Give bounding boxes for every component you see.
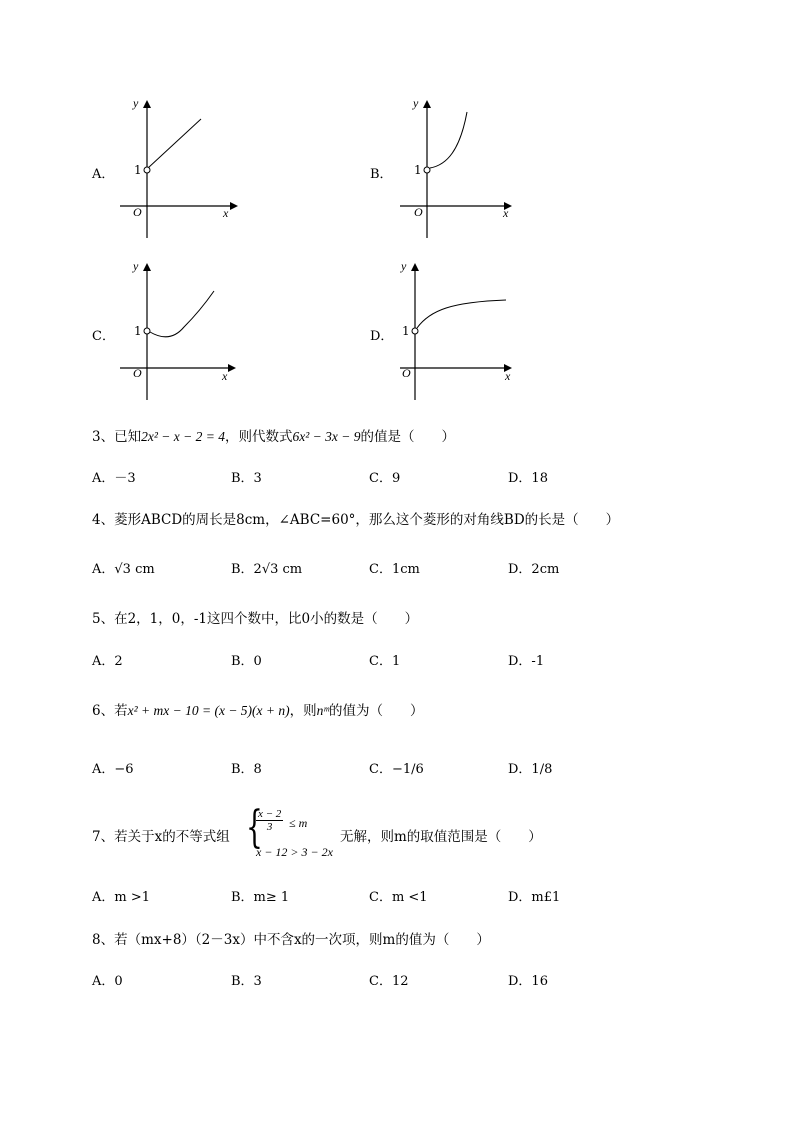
option-c[interactable]: C．m <1 bbox=[369, 890, 428, 905]
y-axis-label: y bbox=[133, 259, 139, 273]
x-axis-label: x bbox=[222, 369, 228, 383]
option-label-c: C． bbox=[92, 329, 115, 344]
tick-one-label: 1 bbox=[134, 324, 142, 338]
question-7-stem-suffix: 无解，则m的取值范围是（ ） bbox=[340, 829, 542, 845]
tick-one-label: 1 bbox=[134, 163, 142, 177]
origin-label: O bbox=[402, 366, 411, 380]
option-b[interactable]: B．8 bbox=[231, 762, 262, 777]
tick-one-label: 1 bbox=[414, 163, 422, 177]
option-d[interactable]: D．-1 bbox=[508, 654, 545, 669]
question-4-stem: 4、菱形ABCD的周长是8cm，∠ABC=60°，那么这个菱形的对角线BD的长是（ ） bbox=[92, 512, 620, 528]
option-d[interactable]: D．m£1 bbox=[508, 890, 561, 905]
option-d[interactable]: D．2cm bbox=[508, 562, 560, 577]
option-label-a: A． bbox=[92, 167, 115, 182]
x-axis-label: x bbox=[505, 369, 511, 383]
graph-b bbox=[392, 90, 522, 245]
option-d[interactable]: D．16 bbox=[508, 974, 548, 989]
tick-one-label: 1 bbox=[402, 324, 410, 338]
y-axis-label: y bbox=[133, 96, 139, 110]
system-relation-1: ≤ m bbox=[289, 816, 308, 830]
question-3-stem: 3、已知2x² − x − 2 = 4，则代数式6x² − 3x − 9的值是（ ） bbox=[92, 429, 455, 445]
expression: 6x² − 3x − 9 bbox=[292, 429, 361, 444]
option-a[interactable]: A．2 bbox=[92, 654, 123, 669]
system-brace: { bbox=[246, 802, 263, 853]
option-a[interactable]: A．m >1 bbox=[92, 890, 151, 905]
option-a[interactable]: A．−6 bbox=[92, 762, 134, 777]
option-b[interactable]: B．3 bbox=[231, 471, 262, 486]
y-axis-label: y bbox=[413, 96, 419, 110]
option-c[interactable]: C．−1/6 bbox=[369, 762, 424, 777]
question-5-stem: 5、在2，1，0，-1这四个数中，比0小的数是（ ） bbox=[92, 611, 419, 627]
option-c[interactable]: C．12 bbox=[369, 974, 409, 989]
expression: nᵐ bbox=[316, 703, 330, 718]
question-6-stem: 6、若x² + mx − 10 = (x − 5)(x + n)，则nᵐ的值为（ ） bbox=[92, 703, 424, 719]
option-d[interactable]: D．1/8 bbox=[508, 762, 553, 777]
option-b[interactable]: B．m≥ 1 bbox=[231, 890, 290, 905]
option-label-d: D． bbox=[370, 329, 394, 344]
option-a[interactable]: A．√3 cm bbox=[92, 562, 155, 577]
option-a[interactable]: A．－3 bbox=[92, 471, 136, 486]
system-fraction: $\frac{x - 2}{3}$ bbox=[258, 808, 282, 833]
x-axis-label: x bbox=[503, 206, 509, 220]
system-line-2: x − 12 > 3 − 2x bbox=[256, 845, 333, 859]
origin-label: O bbox=[133, 205, 142, 219]
option-b[interactable]: B．3 bbox=[231, 974, 262, 989]
option-a[interactable]: A．0 bbox=[92, 974, 123, 989]
option-label-b: B． bbox=[370, 167, 393, 182]
graph-d bbox=[392, 255, 522, 405]
question-7-stem-prefix: 7、若关于x的不等式组 bbox=[92, 829, 230, 845]
origin-label: O bbox=[414, 205, 423, 219]
option-d[interactable]: D．18 bbox=[508, 471, 548, 486]
option-c[interactable]: C．9 bbox=[369, 471, 401, 486]
expression: 2x² − x − 2 = 4 bbox=[141, 429, 225, 444]
option-c[interactable]: C．1cm bbox=[369, 562, 420, 577]
graph-a bbox=[112, 90, 242, 245]
origin-label: O bbox=[133, 366, 142, 380]
x-axis-label: x bbox=[223, 206, 229, 220]
y-axis-label: y bbox=[401, 259, 407, 273]
question-8-stem: 8、若（mx+8）（2－3x）中不含x的一次项，则m的值为（ ） bbox=[92, 932, 490, 948]
option-c[interactable]: C．1 bbox=[369, 654, 401, 669]
option-b[interactable]: B．2√3 cm bbox=[231, 562, 303, 577]
expression: x² + mx − 10 = (x − 5)(x + n) bbox=[127, 703, 290, 718]
option-b[interactable]: B．0 bbox=[231, 654, 262, 669]
